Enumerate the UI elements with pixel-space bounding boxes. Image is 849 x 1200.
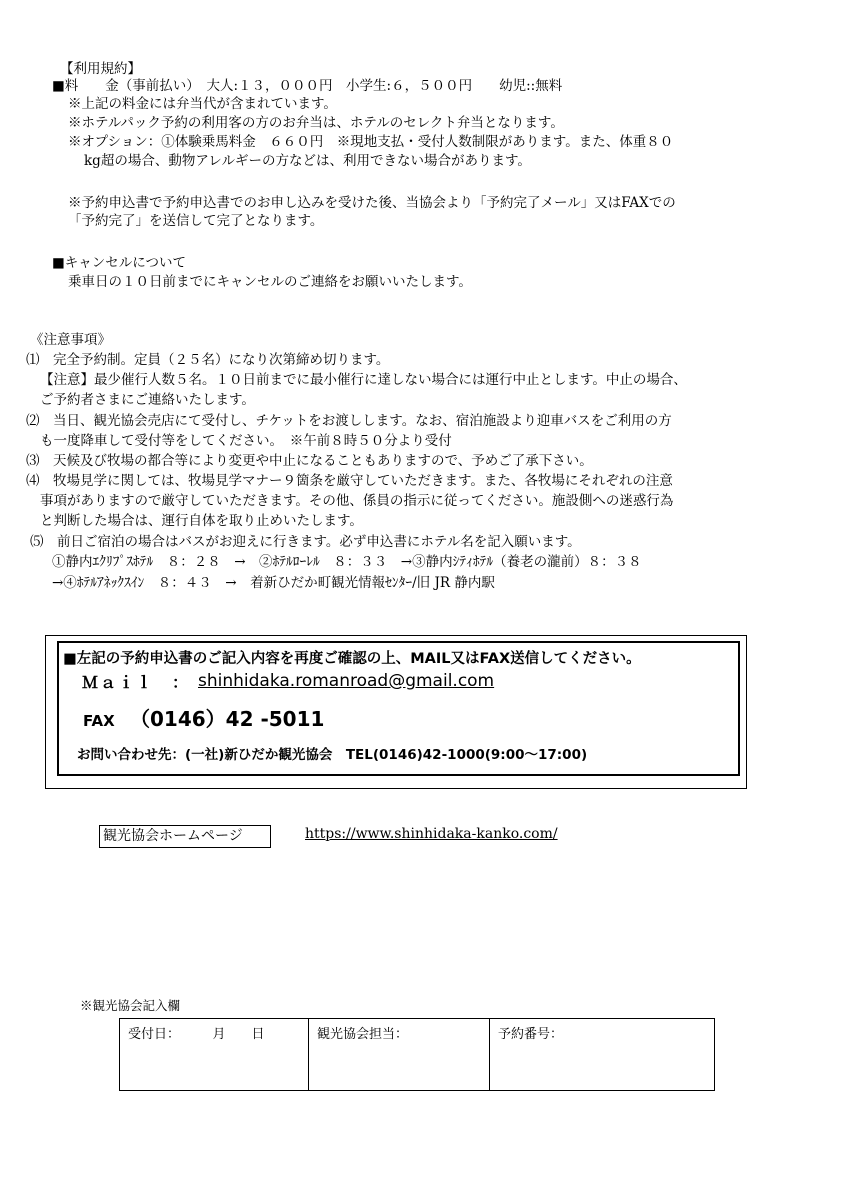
fax-number: （0146）42 -5011 <box>130 707 325 731</box>
terms-heading: 【利用規約】 <box>60 61 141 77</box>
homepage-link[interactable]: https://www.shinhidaka-kanko.com/ <box>305 826 558 842</box>
office-use-table <box>119 1018 715 1091</box>
note-5-route-cont: →④ﾎﾃﾙｱﾈｯｸｽｲﾝ ８：４３ → 着新ひだか町観光情報ｾﾝﾀｰ/旧 JR 静内駅 <box>52 575 495 591</box>
note-4-cont: 事項がありますので厳守していただきます。その他、係員の指示に従ってください。施設側への迷惑行為 <box>40 493 674 509</box>
homepage-label: 観光協会ホームページ <box>99 825 271 848</box>
note-5-route: ①静内ｴｸﾘﾌﾟｽﾎﾃﾙ ８：２８ → ②ﾎﾃﾙﾛｰﾚﾙ ８：３３ →③静内ｼﾃｨﾎﾃﾙ（養老の瀧前）８：３８ <box>52 554 642 570</box>
office-use-title: ※観光協会記入欄 <box>80 998 181 1013</box>
received-date-cell[interactable] <box>120 1019 309 1091</box>
contact-instruction: ■左記の予約申込書のご記入内容を再度ご確認の上、MAIL又はFAX送信してください。 <box>63 651 641 667</box>
reservation-number-cell[interactable] <box>490 1019 715 1091</box>
note-1-warning: 【注意】最少催行人数５名。１０日前までに最小催行に達しない場合には運行中止とします。中止の場合、 <box>40 372 687 388</box>
note-hotel-pack: ※ホテルパック予約の利用客の方のお弁当は、ホテルのセレクト弁当となります。 <box>68 115 564 131</box>
inquiry-text: お問い合わせ先：(一社)新ひだか観光協会 TEL(0146)42-1000(9:00～17:00) <box>77 747 588 763</box>
note-option: ※オプション：①体験乗馬料金 ６６０円 ※現地支払・受付人数制限があります。また、体重８０ <box>68 134 674 150</box>
note-option-cont: kg超の場合、動物アレルギーの方などは、利用できない場合があります。 <box>84 153 531 169</box>
fax-label: FAX <box>83 712 115 730</box>
note-1-warning-cont: ご予約者さまにご連絡いたします。 <box>40 392 255 408</box>
mail-label: Ｍａｉｌ ： <box>82 673 191 692</box>
note-confirm: ※予約申込書で予約申込書でのお申し込みを受けた後、当協会より「予約完了メール」又はFAXでの <box>68 195 676 211</box>
note-1: ⑴ 完全予約制。定員（２５名）になり次第締め切ります。 <box>26 352 390 368</box>
note-3: ⑶ 天候及び牧場の都合等により変更や中止になることもありますので、予めご了承下さい。 <box>26 453 593 469</box>
cancel-heading: ■キャンセルについて <box>52 255 186 271</box>
note-5: ⑸ 前日ご宿泊の場合はバスがお迎えに行きます。必ず申込書にホテル名を記入願います。 <box>30 534 581 550</box>
staff-label: 観光協会担当： <box>317 1027 409 1042</box>
note-4-cont-2: と判断した場合は、運行自体を取り止めいたします。 <box>40 513 363 529</box>
note-lunch: ※上記の料金には弁当代が含まれています。 <box>68 96 337 112</box>
reservation-number-label: 予約番号： <box>498 1027 564 1042</box>
notes-heading: 《注意事項》 <box>30 332 111 348</box>
staff-cell[interactable] <box>309 1019 490 1091</box>
mail-link[interactable]: shinhidaka.romanroad@gmail.com <box>198 671 495 691</box>
note-2-cont: も一度降車して受付等をしてください。 ※午前８時５０分より受付 <box>40 433 452 449</box>
received-date-label: 受付日： 月 日 <box>128 1027 265 1042</box>
fee-line: ■料 金（事前払い） 大人:１３，０００円 小学生:６，５００円 幼児::無料 <box>52 78 563 94</box>
cancel-text: 乗車日の１０日前までにキャンセルのご連絡をお願いいたします。 <box>68 274 472 290</box>
note-confirm-cont: 「予約完了」を送信して完了となります。 <box>68 213 324 229</box>
note-4: ⑷ 牧場見学に関しては、牧場見学マナー９箇条を厳守していただきます。また、各牧場にそれぞれの注意 <box>26 473 673 489</box>
note-2: ⑵ 当日、観光協会売店にて受付し、チケットをお渡しします。なお、宿泊施設より迎車バスをご利用の方 <box>26 413 672 429</box>
